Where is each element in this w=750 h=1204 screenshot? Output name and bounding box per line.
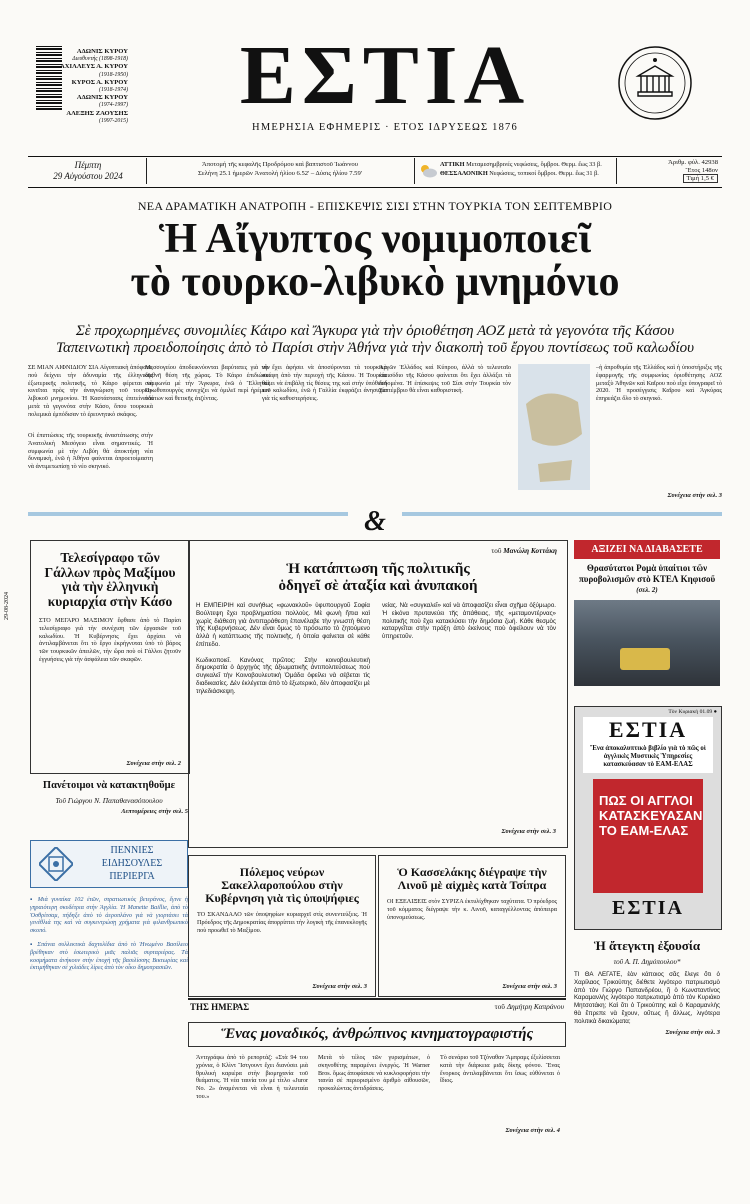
small-item xyxy=(30,780,188,815)
center-column xyxy=(196,602,370,696)
divider xyxy=(146,158,147,184)
issue-number: Ἀριθμ. φύλ. 42938 xyxy=(668,159,718,166)
right-bottom-author: τοῦ Α. Π. Δημόπουλου* xyxy=(613,958,681,966)
founder-name: ΑΔΩΝΙΣ ΚΥΡΟΥ xyxy=(76,48,128,55)
founder-name: ΑΛΕΞΗΣ ΖΑΟΥΣΗΣ xyxy=(66,109,128,117)
day-name: Πέμπτη xyxy=(74,160,102,170)
weather-region: ΑΤΤΙΚΗ xyxy=(440,161,465,168)
tis-imeras-section xyxy=(188,998,566,1136)
box-polemos-continue[interactable]: Συνέχεια στὴν σελ. 3 xyxy=(312,983,367,990)
founder-years: (1997-2015) xyxy=(99,117,128,124)
tis-imeras-text: Ἀντιγράφω ἀπὸ τὸ ρεπορτάζ: «Στὰ 94 του χρόνια, ὁ Κλὶντ Ἴστγουντ ἔχει διανύσει μιὰ θρυλικὴ καριέρα στὴν βιομηχανία τοῦ θεάματος. Ἡ νέα ταινία του μὲ τίτλο «Juror No. 2» ἀναμένεται νὰ εἶναι ἡ τελευταία του.» xyxy=(196,1054,308,1100)
lead-column: Οἱ ἐπιπτώσεις τῆς τουρκικῆς ἀναστάτωσης στὴν Ἀνατολικὴ Μεσόγειο εἶναι σημαντικές. Ἡ συμφωνία μὲ τὴν Λιβύη θὰ ἀποκτήσῃ νέα δυναμικὴ, ἐνῶ ἡ Ἀθήνα φαίνεται ἀπροετοίμαστη νὰ ἀντιμετωπίσῃ τὸ νέο σκηνικό. xyxy=(28,432,153,471)
box-kasselakis-continue[interactable]: Συνέχεια στὴν σελ. 3 xyxy=(502,983,557,990)
center-column: νείας. Νὰ «συγκαλεῖ» καὶ νὰ ἀποφασίζει εἶναι σχῆμα ὀξύμωρο. Ἡ εἰκόνα πρυτανεύει τῆς ἀπάθειας, τῆς «μεταμοντέρνας» πολιτικῆς ποὺ ἔχει κατακλύσει τὴν δημόσια ζωή. Κάθε θεσμὸς καταργεῖται στὴν πράξη ἀπὸ ἐκείνους ποὺ ὀφείλουν νὰ τὸν ὑπηρετοῦν. xyxy=(382,602,556,641)
date-text: 29 Αὐγούστου 2024 xyxy=(53,171,123,181)
left-box-continue[interactable]: Συνέχεια στὴν σελ. 2 xyxy=(126,760,181,767)
must-read-title xyxy=(574,563,720,596)
weather-text: Νεφώσεις, τοπικοί ὄμβροι. Θερμ. ἕως 31 β. xyxy=(489,170,599,178)
calendar-info xyxy=(150,160,410,178)
headline-line: Ἡ Αἴγυπτος νομιμοποιεῖ xyxy=(158,216,592,262)
weather-info xyxy=(440,160,610,178)
center-title xyxy=(199,561,557,595)
book-ad[interactable] xyxy=(574,706,722,930)
map-graphic xyxy=(518,364,590,490)
curiosities-title: ΠΕΡΙΕΡΓΑ xyxy=(109,871,155,882)
issue-date xyxy=(38,160,138,182)
lead-column: –ἡ ἀπροθυμία τῆς Ἑλλάδος καὶ ἡ ὑποστήριξις τῆς ἐφαρμογῆς τῆς συμφωνίας ὁριοθέτησης ΑΟΖ μεταξὺ Ἀθηνῶν καὶ Καΐρου ποὺ εἶχε ὑπογραφεῖ τὸ 2020. Ἡ προσέγγισις Καΐρου καὶ Ἀγκύρας ἐπηρεάζει ὅλο τὸ σκηνικό. xyxy=(596,364,722,403)
must-read-label: ΑΞΙΖΕΙ ΝΑ ΔΙΑΒΑΣΕΤΕ xyxy=(574,540,720,559)
ornament-icon xyxy=(39,847,73,881)
lead-kicker: ΝΕΑ ΔΡΑΜΑΤΙΚΗ ΑΝΑΤΡΟΠΗ - ΕΠΙΣΚΕΨΙΣ ΣΙΣΙ ΣΤΗΝ ΤΟΥΡΚΙΑ ΤΟΝ ΣΕΠΤΕΜΒΡΙΟ xyxy=(137,199,613,213)
issue-price: Τιμή 1,5 € xyxy=(683,174,718,183)
photo-detail xyxy=(620,648,670,670)
seal-emblem-icon xyxy=(616,44,694,122)
small-item-continue[interactable]: Λεπτομέρειες στὴν σελ. 5 xyxy=(121,808,188,815)
issue-info xyxy=(622,159,718,183)
divider xyxy=(616,158,617,184)
author-name: Μανώλη Κοττάκη xyxy=(503,547,557,555)
tis-imeras-title: Ἕνας μοναδικός, ἀνθρώπινος κινηματογραφιστής xyxy=(188,1022,566,1047)
box-kasselakis xyxy=(378,855,566,997)
subhead-line: Σὲ προχωρημένες συνομιλίες Κάιρο καὶ Ἄγκυρα γιὰ τὴν ὁριοθέτηση ΑΟΖ μετὰ τὰ γεγονότα τῆς Κάσου xyxy=(75,323,675,339)
lead-continue[interactable]: Συνέχεια στὴν σελ. 3 xyxy=(667,492,722,499)
calendar-line: Ἀποτομή τῆς κεφαλῆς Προδρόμου καὶ βαπτιστοῦ Ἰωάννου xyxy=(202,161,358,168)
tis-imeras-bar xyxy=(188,998,566,1014)
author-prefix: τοῦ xyxy=(491,547,502,555)
box-kasselakis-title: Ὁ Κασσελάκης διέγραψε τὴν Λινοῦ μὲ αἰχμὲς κατὰ Τσίπρα xyxy=(397,865,547,892)
tis-imeras-author xyxy=(495,1002,564,1011)
founder-name: ΑΔΩΝΙΣ ΚΥΡΟΥ xyxy=(76,94,128,102)
masthead-title: ΕΣΤΙΑ xyxy=(239,29,531,122)
center-title-line: Ἡ κατάπτωση τῆς πολιτικῆς xyxy=(286,561,470,577)
weather-cloud-icon xyxy=(418,163,438,179)
small-item-author: Τοῦ Γιώργου Ν. Παπαθανασόπουλου xyxy=(55,796,163,805)
divider xyxy=(414,158,415,184)
founder-years: Διευθυντής (1898-1918) xyxy=(72,56,128,63)
right-bottom-article xyxy=(574,938,720,1138)
founder-name: ΑΧΙΛΛΕΥΣ Α. ΚΥΡΟΥ xyxy=(60,63,128,71)
tis-imeras-text: Μετὰ τὸ τέλος τῶν γυρισμάτων, ὁ σκηνοθέτης παραμένει ἐνεργός. Ἡ Warner Bros. ὅμως ἀποφάσισε νὰ κυκλοφορήσει τὴν ταινία σὲ περιορισμένο ἀριθμὸ αἰθουσῶν, προκαλώντας ἀντιδράσεις. xyxy=(318,1054,430,1093)
left-box-title: Τελεσίγραφο τῶν Γάλλων πρὸς Μαξίμου γιὰ τὴν ἑλληνικὴ κυριαρχία στὴν Κάσο xyxy=(44,550,176,609)
box-polemos-text: ΤΟ ΣΚΑΝΔΑΛΟ τῶν ὑποψηφίων κυριαρχεῖ στὶς συνεντεύξεις. Ἡ Πρόεδρος τῆς Δημοκρατίας ἀπορρίπτει τὴν λογικὴ τῆς ἐπανεκλογῆς ποὺ προωθεῖ τὸ Μαξίμου. xyxy=(197,911,367,934)
book-title: ΠΩΣ ΟΙ ΑΓΓΛΟΙ ΚΑΤΑΣΚΕΥΑΣΑΝ ΤΟ ΕΑΜ-ΕΛΑΣ xyxy=(599,793,703,838)
founder-years: (1918-1950) xyxy=(99,71,128,78)
curiosities-header xyxy=(30,840,188,888)
left-box-text: ΣΤΟ ΜΕΓΑΡΟ ΜΑΞΙΜΟΥ ἔφθασε ἀπὸ τὸ Παρίσι τελεσίγραφο γιὰ τὴν συνέχιση τῶν ἐργασιῶν τοῦ καλωδίου. Ἡ Κυβέρνησις ἔχει ἀρχίσει νὰ ἀντιλαμβάνεται ὅτι τὸ ἔργο ἐκρήγνυται ὑπὸ τὸ βάρος τῶν τουρκικῶν ἀπειλῶν, τὴν ὥρα ποὺ οἱ Γάλλοι ζητοῦν ἐγγυήσεις γιὰ τὴν ἀσφάλεια τῶν σκαφῶν. xyxy=(39,617,181,663)
author-prefix: τοῦ xyxy=(494,1002,505,1011)
book-ad-text: Ἕνα ἀποκαλυπτικὸ βιβλίο γιὰ τὸ πῶς οἱ ἀγγλικὲς Μυστικὲς Ὑπηρεσίες κατασκεύασαν τὸ ΕΑΜ-ΕΛΑΣ xyxy=(583,743,713,773)
lead-column: Ἀργῶν Ἑλλάδος καὶ Κύπρου, ἀλλὰ τὸ τελευταῖο ἐπεισόδιο τῆς Κάσου φαίνεται ὅτι ἔχει ἀλλάξει τὰ δεδομένα. Ἡ ἐπίσκεψις τοῦ Σίσι στὴν Τουρκία τὸν Σεπτέμβριο θὰ εἶναι καθοριστική. xyxy=(379,364,511,395)
lead-column: ΣΕ ΜΙΑΝ ΑΙΦΝΙΔΙΟΥ ΣΙΑ Αἰγυπτιακὴ ἀπόφασι, ποὺ δείχνει τὴν ἀδυναμία τῆς ἐλληνικῆς ἐξωτερικῆς πολιτικῆς, τὸ Κάιρο φέρεται νὰ κινεῖται πρὸς τὴν ἀναγνώριση τοῦ τουρκο-λιβυκοῦ μνημονίου. Ἡ Καστάστασις ἐπιτείνεται μετὰ τὰ γεγονότα στὴν Κάσο, ὅπου τουρκικὰ πολεμικὰ ἐμπόδισαν τὸ ἐρευνητικὸ σκάφος. xyxy=(28,364,153,418)
side-date: 29-08-2024 xyxy=(4,592,10,620)
must-read-text: Θρασύτατοι Ρομὰ ὑπαίτιοι τῶν πυροβολισμῶν στὸ ΚΤΕΛ Κηφισοῦ xyxy=(578,563,716,584)
center-text: Η ΕΜΠΕΙΡΙΗ καὶ συνήθως «φωνακλοῦ» ὑφυπουργοῦ Σοφία Βούλτεψη ἔχει προβληματίσει πολλοὺς. Μὲ φωνὴ ἤπια καὶ χωρὶς διάθεση γιὰ ἀντιπαράθεση ἐπανέλαβε τὴν γνωστὴ θέση τῆς Κυβερνήσεως. Δὲν εἶναι ὅμως τὸ πρόσωπο τὸ ζητούμενο ἀλλὰ ἡ κατάπτωσις τῆς πολιτικῆς, ἡ ὁποία φαίνεται σὲ κάθε ἐπίπεδο. xyxy=(196,602,370,648)
center-title-line: ὁδηγεῖ σὲ ἀταξία καὶ ἀνυπακοή xyxy=(278,578,478,594)
center-text: Κωδικοποιεῖ. Κανόνας πρῶτος: Στὴν κοινοβουλευτικὴ δημοκρατία ὁ ἀρχηγὸς τῆς ἀξιωματικῆς ἀντιπολιτεύσεως ποὺ συγκαλεῖ τὴν Κοινοβουλευτικὴ Ὁμάδα ὀφείλει νὰ σέβεται τὶς διαδικασίες. Δὲν ἐκλέγεται ἀπὸ τὸ ἐξωτερικὸ, δὲν ἀποφασίζει μὲ τηλεδιάσκεψη. xyxy=(196,656,370,695)
author-name: Δημήτρη Καπράνου xyxy=(506,1002,564,1011)
right-bottom-continue[interactable]: Συνέχεια στὴν σελ. 3 xyxy=(665,1028,720,1036)
curiosities-text: ▪ Σπάνια συλλεκτικὰ δαχτυλίδια ἀπὸ τὸ Ἡνωμένο Βασίλειο βρέθηκαν στὸ ἐσωτερικὸ μιᾶς παλιᾶς συρταριέρας. Τὰ κοσμήματα ἀνήκουν στὴν ἐποχὴ τῆς βασιλίσσης Βικτωρίας καὶ ἐκτιμήθηκαν σὲ χιλιάδες λίρες ἀπὸ τὸν οἶκο δημοπρασιῶν. xyxy=(30,940,188,972)
right-top-box xyxy=(574,540,720,698)
book-cover xyxy=(593,779,703,893)
masthead-subtitle: ΗΜΕΡΗΣΙΑ ΕΦΗΜΕΡΙΣ · ΕΤΟΣ ΙΔΡΥΣΕΩΣ 1876 xyxy=(252,122,518,133)
center-author xyxy=(199,547,557,555)
curiosities-text: ▪ Μιὰ γυναίκα 102 ἐτῶν, στρατιωτικὸς βετεράνος, ἔγινε ἡ γηραιότερη σκυδέτρια στὴν Ἀγγλία. Ἡ Manette Baillie, ἀπὸ τὸ Ὁσθρίτσαμ, πήδηξε ἀπὸ τὸ ἀεροπλάνο γιὰ νὰ γιορτάσει τὰ γενέθλιά της καὶ νὰ συγκεντρώσῃ χρήματα γιὰ φιλανθρωπικὸ σκοπό. xyxy=(30,896,188,935)
news-photo xyxy=(574,600,720,686)
curiosities-title: ΕΙΔΗΣΟΥΛΕΣ xyxy=(101,858,163,869)
lead-headline xyxy=(28,218,722,304)
small-item-title: Πανέτοιμοι νὰ κατακτηθοῦμε xyxy=(42,780,176,791)
founders-list xyxy=(28,48,128,125)
lead-column: Μεσσογείου ἀποδεικνύονται βαρύτατες γιὰ τὴν διεθνῆ θέση τῆς χώρας. Τὸ Κάιρο ἐπιδιώκει συμφωνία μὲ τὴν Ἄγκυρα, ἐνῶ ὁ Ἔλληνας Πρωθυπουργὸς συνεχίζει νὰ ὁμιλεῖ περὶ ἠρέμων ὑδάτων καὶ θετικῆς ἀτζέντας. xyxy=(145,364,270,403)
weather-region: ΘΕΣΣΑΛΟΝΙΚΗ xyxy=(440,170,488,178)
box-polemos-title: Πόλεμος νεύρων Σακελλαροπούλου στὴν Κυβέρνηση γιὰ τὶς ὑποψήφιες xyxy=(205,865,359,905)
box-polemos xyxy=(188,855,376,997)
lead-subhead xyxy=(28,323,722,357)
box-kasselakis-text: ΟΙ ΕΞΕΛΙΞΕΙΣ στὸν ΣΥΡΙΖΑ ἐκτυλίχθηκαν ταχύτατα. Ὁ πρόεδρος τοῦ κόμματος διέγραψε τὴν κ. Λινοῦ, καταγγέλλοντας ἀπόπειρα ὑπονομεύσεως. xyxy=(387,898,557,921)
right-bottom-text: ΤΙ ΘΑ ΛΕΓΑΤΕ, ἐὰν κάποιος σᾶς ἔλεγε ὅτι ὁ Χαρίλαος Τρικούπης διέθετε λιγότερο πατριωτισμὸ ἀπὸ τὸν Γιώργο Παπανδρέου, ἢ ὁ Κωνσταντίνος Καραμανλὴς λιγότερο πατριωτισμὸ ἀπὸ τὸν Κυριάκο Μητσοτάκη; Καὶ ὅτι ὁ Τρικούπης καὶ ὁ Καραμανλὴς θὰ ἔπρεπε νὰ ἔχουν, οὕτως ἢ ἄλλως, λιγότερα πολιτικὰ δικαιώματα; xyxy=(574,971,720,1025)
founder-years: (1974-1997) xyxy=(99,102,128,109)
book-ad-brand: ΕΣΤΙΑ xyxy=(612,897,684,919)
book-ad-note: Τὸν Κυριακή 01.09 ● xyxy=(668,709,717,715)
tis-imeras-text: Τὸ σενάριο τοῦ Τζόναθαν Ἄμπραμς ἐξελίσσεται κατὰ τὴν διάρκεια μιᾶς δίκης φόνου. Ἕνας ἔνορκος ἀντιλαμβάνεται ὅτι ἴσως εὐθύνεται ὁ ἴδιος. xyxy=(440,1054,560,1085)
right-bottom-title: Ἡ ἄτεγκτη ἐξουσία xyxy=(593,938,701,953)
ampersand-ornament: & xyxy=(364,506,386,537)
curiosities-box xyxy=(30,840,188,1136)
headline-line: τὸ τουρκο-λιβυκὸ μνημόνιο xyxy=(130,259,620,305)
founder-years: (1918-1974) xyxy=(99,87,128,94)
center-continue[interactable]: Συνέχεια στὴν σελ. 3 xyxy=(501,828,556,835)
tis-imeras-continue[interactable]: Συνέχεια στὴν σελ. 4 xyxy=(505,1127,560,1134)
must-read-ref: (σελ. 2) xyxy=(636,586,658,594)
tis-imeras-label: ΤΗΣ ΗΜΕΡΑΣ xyxy=(190,1002,250,1012)
calendar-line: Σελήνη 25.1 ἡμερῶν Ἀνατολή ἡλίου 6.52' – Δύσις ἡλίου 7.59' xyxy=(198,170,362,177)
subhead-line: Ταπεινωτικὴ προειδοποίησις ἀπὸ τὸ Παρίσι στὴν Ἀθήνα γιὰ τὴν διακοπὴ τοῦ ἔργου ποντίσεως τοῦ καλωδίου xyxy=(55,340,695,356)
book-ad-brand: ΕΣΤΙΑ xyxy=(583,717,713,743)
curiosities-title: ΠΕΝΝΙΕΣ xyxy=(110,845,154,856)
weather-text: Μεταμεσημβρινές νεφώσεις, ὄμβροι. Θερμ. ἕως 33 β. xyxy=(466,161,602,168)
left-box xyxy=(30,540,190,774)
founder-name: ΚΥΡΟΣ Α. ΚΥΡΟΥ xyxy=(71,78,128,86)
issue-year: Ἔτος 148ον xyxy=(685,167,718,174)
lead-column: νὰ ἔχει ἀφήσει νὰ ἀποσύρονται τὰ τουρκικὰ σκάφη ἀπὸ τὴν περιοχὴ τῆς Κάσου. Ἡ Τουρκία θέλει νὰ ἐπιβάλῃ τὶς θέσεις της καὶ στὴν ὑπόθεση τοῦ καλωδίου, ἐνῶ ἡ Γαλλία ἐκφράζει ἀνησυχία γιὰ τὶς καθυστερήσεις. xyxy=(262,364,387,403)
